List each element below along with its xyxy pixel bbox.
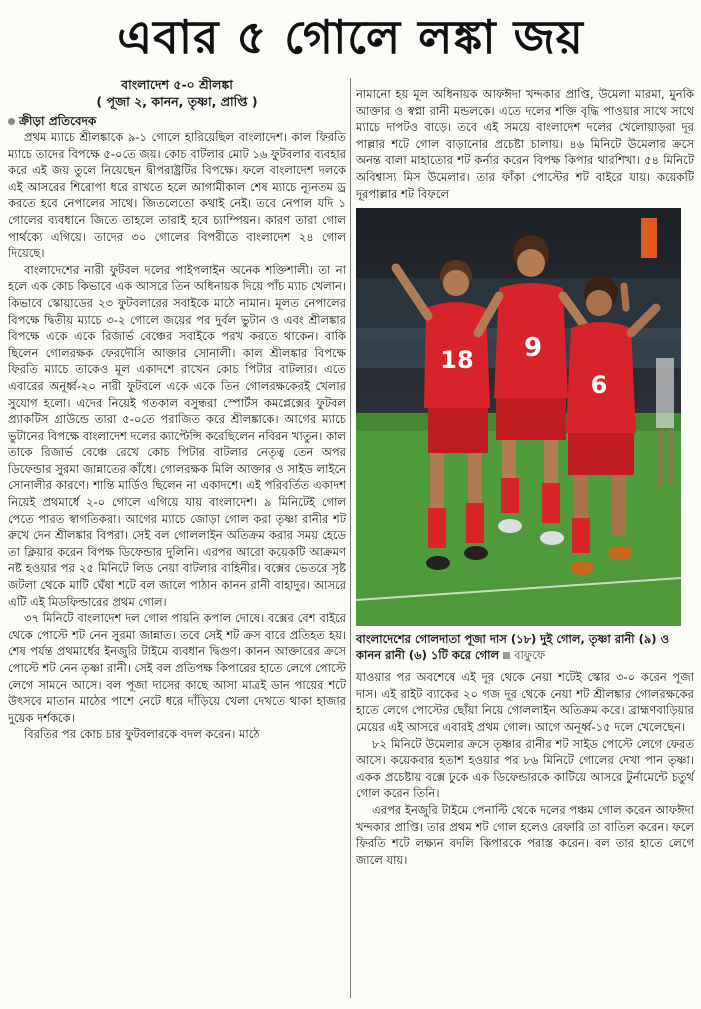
caption-text: বাংলাদেশের গোলদাতা পূজা দাস (১৮) দুই গোল, তৃষ্ণা রানী (৯) ও কানন রানী (৬) ১টি করে গোল — [356, 632, 670, 663]
left-column — [8, 76, 346, 743]
jersey-number: 9 — [523, 333, 543, 364]
jersey-number: 6 — [590, 371, 608, 400]
paragraph: ৮২ মিনিটে উমেলার ক্রসে তৃষ্ণার রানীর শট সাইড পোস্টে লেগে ফেরত আসে। কয়েকবার হতাশ হওয়ার পর ৮৬ মিনিটে গোলের দেখা পান তৃষ্ণা। একক প্রচেষ্টায় বক্সে ঢুকে এক ডিফেন্ডারকে কাটিয়ে আসরে টুর্নামেন্টে চতুর্থ গোল করেন তিনি। — [356, 736, 694, 801]
paragraph: যাওয়ার পর অবশেষে এই দূর থেকে নেয়া শটেই স্কোর ৩-০ করেন পূজা দাস। এই রাইট ব্যাকের ২০ গজ দূর থেকে নেয়া শট শ্রীলঙ্কার গোলরক্ষকের হাতে লেগে পোস্টের ছোঁয়া নিয়ে গোললাইন অতিক্রম করে। ব্রাহ্মণবাড়িয়ার মেয়ের এই আসরে এবারই প্রথম গোল। আগে অনূর্ধ্ব-১৫ দলে খেলেছেন। — [356, 670, 694, 734]
reporter-name: ক্রীড়া প্রতিবেদক — [19, 114, 97, 128]
score-line: বাংলাদেশ ৫-০ শ্রীলঙ্কা — [121, 77, 233, 92]
scorers-line: ( পূজা ২, কানন, তৃষ্ণা, প্রাপ্তি ) — [96, 94, 258, 109]
paragraph: বাংলাদেশের নারী ফুটবল দলের পাইপলাইন অনেক শক্তিশালী। তা না হলে এক কোচ কিভাবে এক আসরে তিন অধিনায়ক দিয়ে পাঁচ ম্যাচ খেলান। কিভাবে স্কোয়াডের ২৩ ফুটবলারের সবাইকে মাঠে নামান। মূলত নেপালের বিপক্ষে দ্বিতীয় ম্যাচে ৩-২ গোলে জয়ের পর দুর্বল ভুটান ও এবং শ্রীলঙ্কার বিপক্ষে একে একে রিজার্ভ বেঞ্চের সবাইকে পরখ করতে থাকেন। বাকি ছিলেন গোলরক্ষক ফেরদৌসি আক্তার সোনালী। কাল শ্রীলঙ্কার বিপক্ষে ফিরতি ম্যাচে তাকেও মূল একাদশে রাখেন কোচ পিটার বাটলার। এতে এবারের অনূর্ধ্ব-২০ নারী ফুটবলে একে একে তিন গোলরক্ষকেরই খেলার সুযোগ হলো। এদের নিয়েই গতকাল বসুন্ধরা স্পোর্টস কমপ্লেক্সের ফুটবল প্র্যাকটিস গ্রাউন্ডে তারা ৫-০তে পরাজিত করে শ্রীলঙ্কাকে। আগের ম্যাচে ভুটানের বিপক্ষে বাংলাদেশ দলের ক্যাপ্টেন্সি করেছিলেন নবিরন খাতুন। কাল তাকে রিজার্ভ বেঞ্চে রেখে কোচ পিটার বাটলার নেতৃত্ব তেন অপর ডিফেন্ডার সুরমা জান্নাতের কাঁধে। গোলরক্ষক মিলি আক্তার ও সাইড লাইনে সোনালীর কারণে। শান্তি মার্ডিও ছিলেন না একাদশে। এই পরিবর্তিত একাদশ নিয়েই প্রথমার্ধে ২-০ গোলে এগিয়ে যায় বাংলাদেশ। ৯ মিনিটেই গোল পেতে পারত স্বাগতিকরা। আগের ম্যাচে জোড়া গোল করা তৃষ্ণা রানীর শট রুখে দেন শ্রীলঙ্কার বিপরা। সেই বল গোললাইন অতিক্রম করার সময় হেডে তা ক্লিয়ার করেন বিপক্ষ ডিফেন্ডার দুলিনি। এরপর আরো কয়েকটি আক্রমণ নষ্ট হওয়ার পর ২৫ মিনিটে লিড নেয়া বাটলার বাহিনীর। বক্সের ভেতরে সৃষ্ট জটলা থেকে মাটি ঘেঁষা শটে বল জালে পাঠান কানন রানী বাহাদুর। আসরে এটি এই মিডফিল্ডারের প্রথম গোল। — [8, 262, 346, 609]
paragraph: নামানো হয় মূল অধিনায়ক আফঈদা খন্দকার প্রাপ্তি, উমেলা মারমা, মুনকি আক্তার ও স্বপ্না রানী মন্ডলকে। এতে দলের শক্তি বৃদ্ধি পাওয়ার সাথে সাথে ম্যাচে দাপটও বাড়ে। তবে এই সময়ে বাংলাদেশ দলের খেলোয়াড়রা দূর পাল্লার শটে গোল বাড়ানোর প্রচেষ্টা চালায়। ৪৬ মিনিটে উমেলার ক্রসে অনন্ত বালা মাহাতোর শট কর্নার করেন বিপক্ষ কিপার থারশিখা। ৫৪ মিনিটে অবিশ্বাস্য মিস উমেলার। তার ফাঁকা পোস্টের শট বাইরে যায়। কয়েকটি দূরপাল্লার শট বিফলে — [356, 87, 694, 201]
match-photo — [356, 208, 681, 626]
right-column — [356, 86, 694, 868]
paragraph: এরপর ইনজুরি টাইমে পেনাল্টি থেকে দলের পঞ্চম গোল করেন আফঈদা খন্দকার প্রাপ্তি। তার প্রথম শট গোল হলেও রেফারি তা বাতিল করেন। ফলে ফিরতি শটে লক্ষ্যন বদলি কিপারকে পরাস্ত করেন। বল তার হাতে লেগে জালে যায়। — [356, 802, 694, 867]
headline: এবার ৫ গোলে লঙ্কা জয় — [117, 10, 584, 64]
reporter-byline — [8, 113, 346, 129]
photo-credit: বাফুফে — [514, 648, 546, 663]
paragraph: ৩৭ মিনিটে বাংলাদেশ দল গোল পায়নি কপাল দোষে। বক্সের বেশ বাইরে থেকে পোস্টে শট নেন সুরমা জান্নাত। তবে সেই শট ক্রস বারে প্রতিহত হয়। শেষ পর্যন্ত প্রথমার্ধের ইনজুরি টাইমে ব্যবধান দ্বিগুণ। কানন আক্তারের ক্রসে পোস্টে শট নেন তৃষ্ণা রানী। সেই বল প্রতিপক্ষ কিপারের হাতে লেগে পোস্টে লেগে সামনে আসে। বল পূজা দাসের কাছে আসা মাত্রই ডান পায়ের শটে উৎসবে মাতান মাঠের পাশে নেটে ধরে দাঁড়িয়ে খেলা দেখতে থাকা হাজার দুয়েক দর্শককে। — [8, 611, 346, 725]
celebration-image — [356, 208, 681, 626]
jersey-number: 18 — [440, 346, 474, 375]
score-subhead — [8, 76, 346, 110]
photo-caption — [356, 631, 694, 663]
column-divider — [350, 78, 351, 998]
bullet-icon — [8, 118, 15, 125]
paragraph: বিরতির পর কোচ চার ফুটবলারকে বদল করেন। মাঠে — [24, 727, 260, 742]
square-icon — [503, 652, 510, 659]
paragraph: প্রথম ম্যাচে শ্রীলঙ্কাকে ৯-১ গোলে হারিয়েছিল বাংলাদেশ। কাল ফিরতি ম্যাচে তাদের বিপক্ষে ৫-০তে জয়। কোচ বাটলার মোট ১৬ ফুটবলার ব্যবহার করে এই জয় তুলে নিয়েছেন দ্বীপরাষ্ট্রটির বিপক্ষে। ফলে বাংলাদেশ দলকে এই আসরের শিরোপা ধরে রাখতে হলে আগামীকাল শেষ ম্যাচে ন্যূনতম ড্র করতে হবে নেপালের সাথে। জিতলেতো কথাই নেই। তবে নেপাল যদি ১ গোলের ব্যবধানে জিতে তাহলে তারাই হবে চ্যাম্পিয়ন। কারণ তারা গোল পার্থক্যে এগিয়ে। তাদের ৩০ গোলের বিপরীতে বাংলাদেশ ২৪ গোল দিয়েছে। — [8, 130, 346, 261]
